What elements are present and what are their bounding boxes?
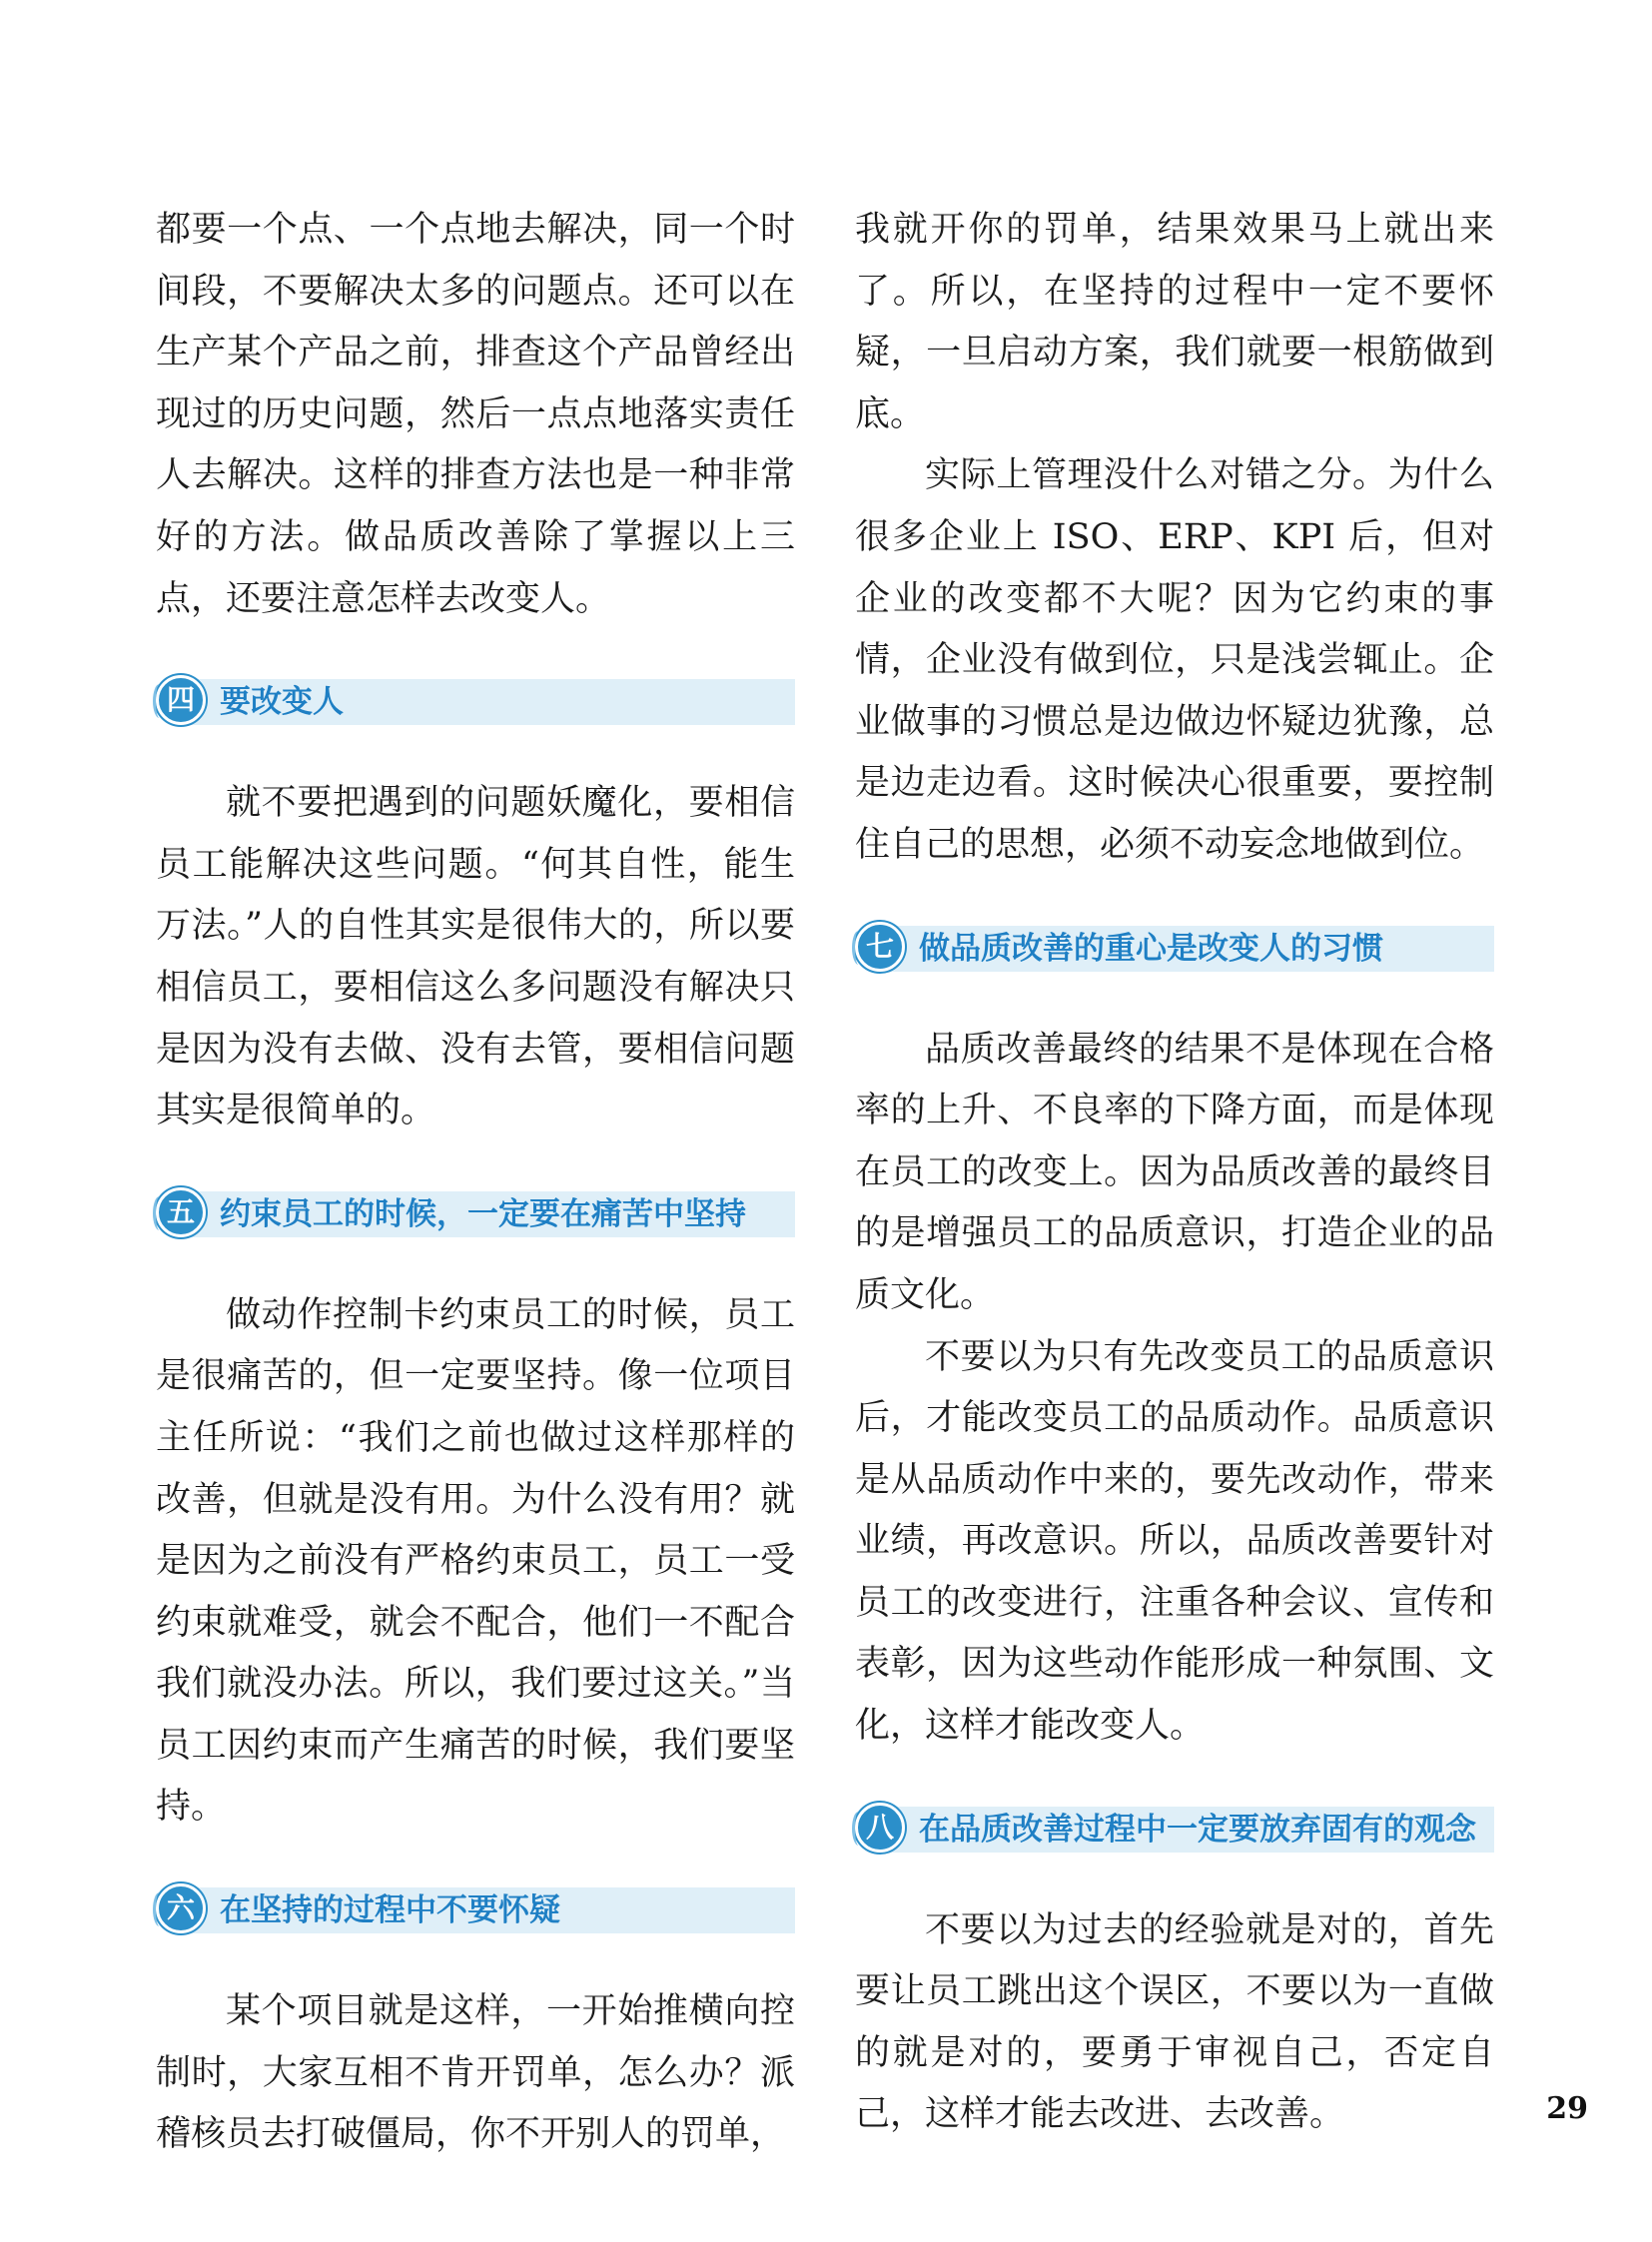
page-number: 29 — [1546, 2091, 1588, 2126]
section-number-badge: 四 — [156, 675, 206, 725]
paragraph: 品质改善最终的结果不是体现在合格率的上升、不良率的下降方面，而是体现在员工的改变上。因为品质改善的最终目的是增强员工的品质意识，打造企业的品质文化。 — [855, 1029, 1494, 1315]
section-title: 约束员工的时候，一定要在痛苦中坚持 — [220, 1195, 746, 1232]
section-heading-8 — [855, 1803, 1494, 1857]
paragraph: 不要以为过去的经验就是对的，首先要让员工跳出这个误区，不要以为一直做的就是对的，要勇于审视自己，否定自己，这样才能去改进、去改善。 — [855, 1909, 1494, 2135]
section-number-badge: 七 — [855, 922, 905, 972]
paragraph: 我就开你的罚单，结果效果马上就出来了。所以，在坚持的过程中一定不要怀疑，一旦启动方案，我们就要一根筋做到底。 — [855, 210, 1494, 434]
section-heading-6 — [156, 1883, 795, 1937]
section-title: 在品质改善过程中一定要放弃固有的观念 — [919, 1811, 1476, 1848]
section-title: 在坚持的过程中不要怀疑 — [220, 1892, 560, 1929]
paragraph: 实际上管理没什么对错之分。为什么很多企业上 ISO、ERP、KPI 后，但对企业的改变都不大呢？因为它约束的事情，企业没有做到位，只是浅尝辄止。企业做事的习惯总是边做边怀疑边犹豫，总是边走边看。这时候决心很重要，要控制住自己的思想，必须不动妄念地做到位。 — [855, 455, 1494, 865]
paragraph: 就不要把遇到的问题妖魔化，要相信员工能解决这些问题。“何其自性，能生万法。”人的自性其实是很伟大的，所以要相信员工，要相信这么多问题没有解决只是因为没有去做、没有去管，要相信问题其实是很简单的。 — [156, 783, 795, 1131]
section-number-badge: 八 — [855, 1803, 905, 1853]
section-heading-7 — [855, 922, 1494, 976]
paragraph: 不要以为只有先改变员工的品质意识后，才能改变员工的品质动作。品质意识是从品质动作中来的，要先改动作，带来业绩，再改意识。所以，品质改善要针对员工的改变进行，注重各种会议、宣传和表彰，因为这些动作能形成一种氛围、文化，这样才能改变人。 — [855, 1336, 1494, 1747]
right-column — [855, 200, 1494, 2146]
section-heading-5 — [156, 1187, 795, 1241]
paragraph: 做动作控制卡约束员工的时候，员工是很痛苦的，但一定要坚持。像一位项目主任所说：“我们之前也做过这样那样的改善，但就是没有用。为什么没有用？就是因为之前没有严格约束员工，员工一受约束就难受，就会不配合，他们一不配合我们就没办法。所以，我们要过这关。”当员工因约束而产生痛苦的时候，我们要坚持。 — [156, 1294, 795, 1828]
section-number-badge: 五 — [156, 1187, 206, 1237]
section-number-badge: 六 — [156, 1883, 206, 1933]
left-column — [156, 200, 795, 2166]
section-title: 要改变人 — [220, 684, 344, 721]
paragraph: 都要一个点、一个点地去解决，同一个时间段，不要解决太多的问题点。还可以在生产某个产品之前，排查这个产品曾经出现过的历史问题，然后一点点地落实责任人去解决。这样的排查方法也是一种非常好的方法。做品质改善除了掌握以上三点，还要注意怎样去改变人。 — [156, 210, 795, 619]
section-heading-4 — [156, 675, 795, 729]
paragraph: 某个项目就是这样，一开始推横向控制时，大家互相不肯开罚单，怎么办？派稽核员去打破僵局，你不开别人的罚单， — [156, 1991, 795, 2155]
section-title: 做品质改善的重心是改变人的习惯 — [919, 930, 1383, 967]
